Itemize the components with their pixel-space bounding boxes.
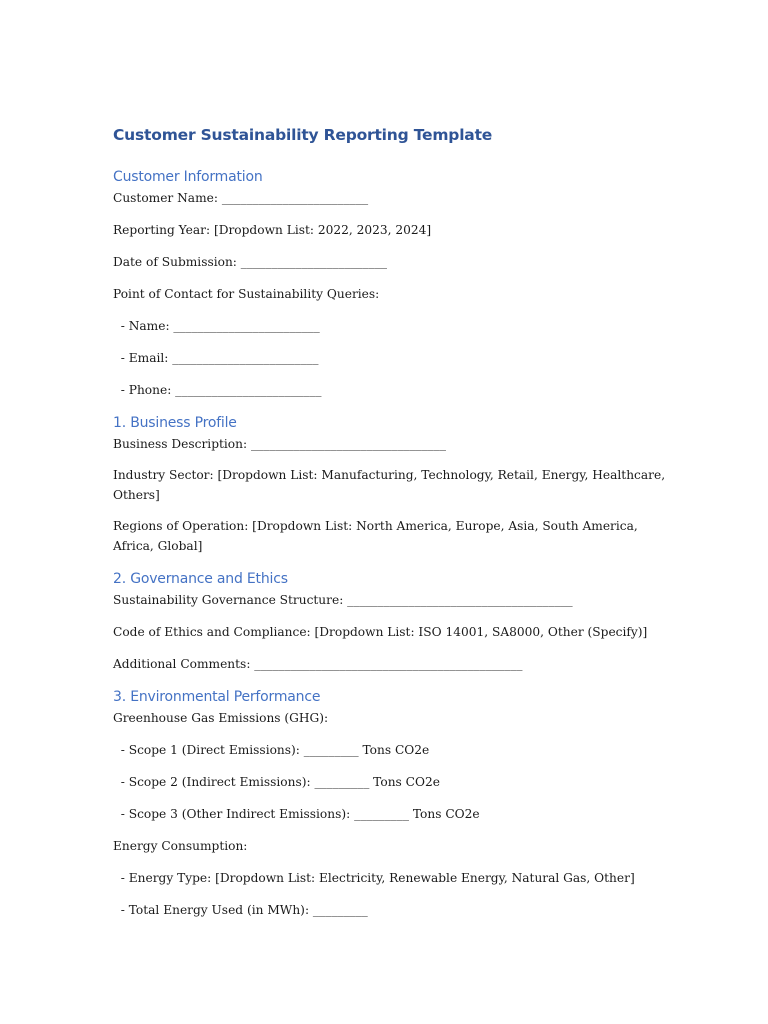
- field-additional-comments: Additional Comments: ____________________________________________: [113, 657, 523, 671]
- field-regions-of-operation: Regions of Operation: [Dropdown List: North America, Europe, Asia, South America, Africa, Global]: [113, 519, 638, 553]
- field-energy-consumption: Energy Consumption:: [113, 839, 248, 853]
- field-point-of-contact: Point of Contact for Sustainability Queries:: [113, 287, 380, 301]
- field-industry-sector: Industry Sector: [Dropdown List: Manufacturing, Technology, Retail, Energy, Healthcare, Others]: [113, 468, 666, 502]
- section-customer-information: [113, 166, 673, 400]
- section-governance-ethics: [113, 568, 673, 674]
- field-ghg-emissions: Greenhouse Gas Emissions (GHG):: [113, 711, 329, 725]
- section-heading: Customer Information: [113, 169, 263, 185]
- field-contact-phone: - Phone: ________________________: [113, 383, 322, 397]
- section-heading: 1. Business Profile: [113, 415, 237, 431]
- field-energy-type: - Energy Type: [Dropdown List: Electricity, Renewable Energy, Natural Gas, Other]: [113, 871, 635, 885]
- section-heading: 3. Environmental Performance: [113, 689, 321, 705]
- field-customer-name: Customer Name: ________________________: [113, 191, 369, 205]
- document-title: Customer Sustainability Reporting Template: [113, 126, 493, 144]
- field-governance-structure: Sustainability Governance Structure: _____________________________________: [113, 593, 573, 607]
- field-date-of-submission: Date of Submission: ________________________: [113, 255, 388, 269]
- field-reporting-year: Reporting Year: [Dropdown List: 2022, 2023, 2024]: [113, 223, 432, 237]
- field-scope-3: - Scope 3 (Other Indirect Emissions): _________ Tons CO2e: [113, 807, 480, 821]
- field-contact-email: - Email: ________________________: [113, 351, 319, 365]
- section-environmental-performance: [113, 686, 673, 920]
- section-business-profile: [113, 412, 673, 556]
- field-code-of-ethics: Code of Ethics and Compliance: [Dropdown List: ISO 14001, SA8000, Other (Specify)]: [113, 625, 648, 639]
- field-scope-1: - Scope 1 (Direct Emissions): _________ Tons CO2e: [113, 743, 430, 757]
- field-business-description: Business Description: ________________________________: [113, 437, 446, 451]
- document-page: [113, 122, 673, 932]
- section-heading: 2. Governance and Ethics: [113, 571, 288, 587]
- field-contact-name: - Name: ________________________: [113, 319, 320, 333]
- field-scope-2: - Scope 2 (Indirect Emissions): _________ Tons CO2e: [113, 775, 440, 789]
- field-total-energy-used: - Total Energy Used (in MWh): _________: [113, 903, 368, 917]
